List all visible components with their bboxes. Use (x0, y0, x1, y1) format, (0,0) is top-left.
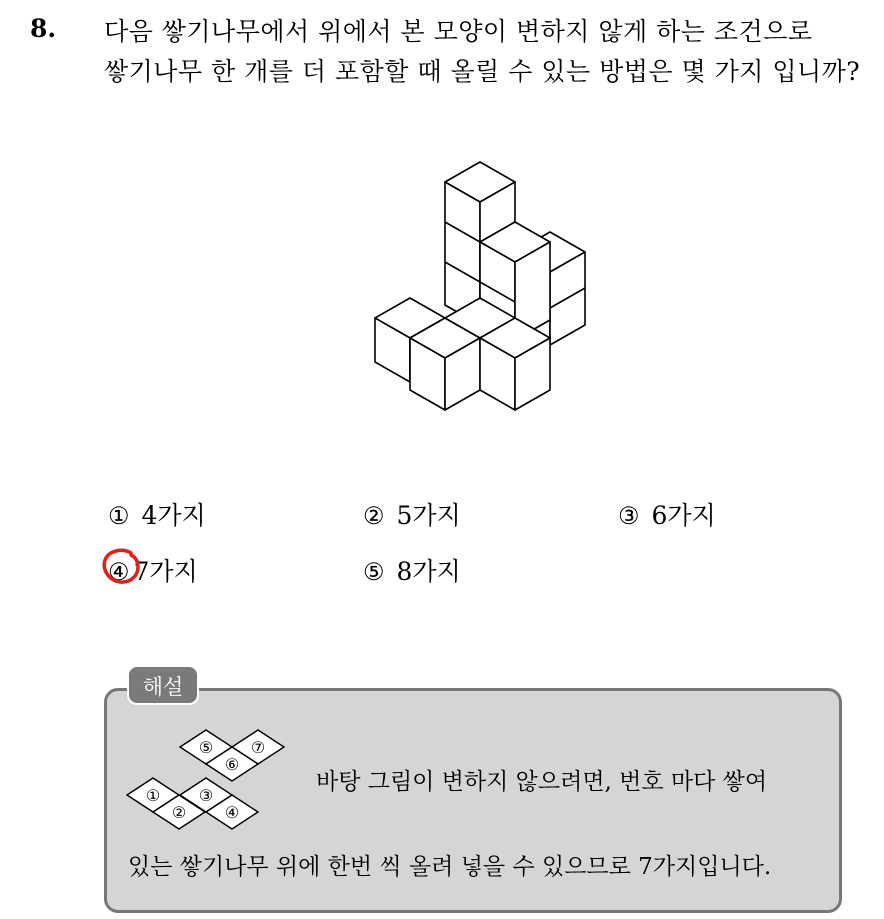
question-text (104, 12, 874, 92)
choice-label: 8가지 (396, 557, 461, 586)
diagram-label: ③ (198, 786, 214, 805)
explanation-line-2: 있는 쌓기나무 위에 한번 씩 올려 넣을 수 있으므로 7가지입니다. (128, 854, 772, 880)
diagram-label: ① (145, 786, 161, 805)
choice-mark: ② (363, 502, 385, 530)
choice-3[interactable] (618, 496, 716, 532)
choice-1[interactable] (108, 496, 206, 532)
top-view-diagram (123, 722, 298, 837)
cube-front-right (480, 318, 550, 410)
choice-mark: ③ (618, 502, 640, 530)
question-number: 8. (30, 14, 57, 43)
choice-5[interactable] (363, 552, 461, 588)
choice-mark: ① (108, 502, 130, 530)
question-line-2: 쌓기나무 한 개를 더 포함할 때 올릴 수 있는 방법은 몇 가지 입니까? (104, 57, 861, 86)
cube-stack-figure (360, 140, 600, 420)
answer-circle-icon (101, 547, 143, 585)
explanation-line-1: 바탕 그림이 변하지 않으려면, 번호 마다 쌓여 (316, 769, 768, 795)
diagram-label: ⑤ (198, 738, 214, 757)
diagram-label: ④ (224, 803, 240, 822)
choice-label: 5가지 (396, 501, 461, 530)
choice-mark: ⑤ (363, 558, 385, 586)
diagram-label: ② (171, 803, 187, 822)
choice-label: 6가지 (651, 501, 716, 530)
choice-label: 7가지 (133, 557, 198, 586)
choice-label: 4가지 (141, 501, 206, 530)
explanation-tag: 해설 (127, 665, 199, 705)
question-line-1: 다음 쌓기나무에서 위에서 본 모양이 변하지 않게 하는 조건으로 (104, 17, 813, 46)
diagram-label: ⑥ (224, 755, 240, 774)
choice-2[interactable] (363, 496, 461, 532)
choice-mark: ④ (108, 558, 130, 586)
diagram-label: ⑦ (250, 738, 266, 757)
